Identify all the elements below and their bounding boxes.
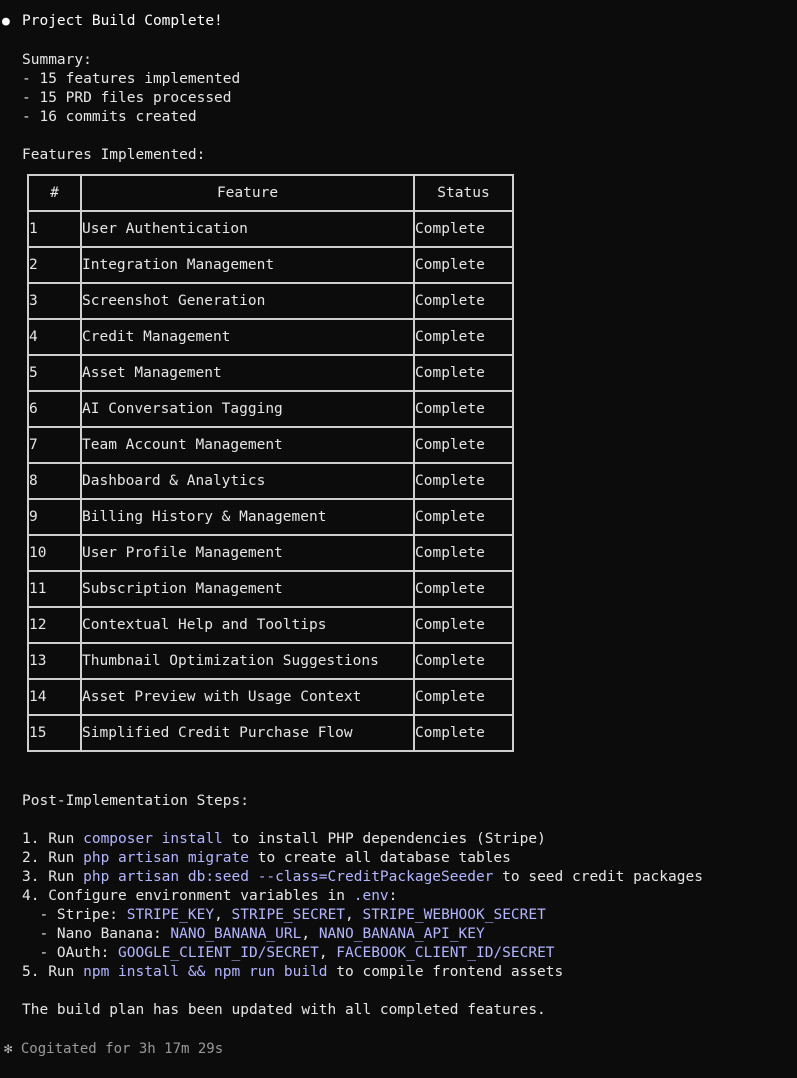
row-feature: Team Account Management bbox=[81, 427, 414, 463]
step-text: 4. Configure environment variables in bbox=[22, 888, 354, 904]
column-header-number: # bbox=[28, 175, 81, 211]
step-item bbox=[22, 963, 563, 982]
step-text: to create all database tables bbox=[248, 850, 511, 866]
step-text: : bbox=[388, 888, 398, 904]
table-row bbox=[28, 427, 513, 463]
row-status: Complete bbox=[414, 355, 513, 391]
table-row bbox=[28, 463, 513, 499]
table-row bbox=[28, 355, 513, 391]
status-bullet-icon: ● bbox=[2, 14, 10, 29]
row-status: Complete bbox=[414, 247, 513, 283]
separator: , bbox=[345, 907, 363, 923]
row-number: 10 bbox=[28, 535, 81, 571]
step-text: to install PHP dependencies (Stripe) bbox=[222, 831, 546, 847]
table-row bbox=[28, 535, 513, 571]
row-feature: Asset Preview with Usage Context bbox=[81, 679, 414, 715]
row-number: 15 bbox=[28, 715, 81, 751]
row-number: 11 bbox=[28, 571, 81, 607]
row-number: 14 bbox=[28, 679, 81, 715]
env-sub-item bbox=[22, 906, 546, 925]
step-item bbox=[22, 830, 546, 849]
row-number: 1 bbox=[28, 211, 81, 247]
row-status: Complete bbox=[414, 715, 513, 751]
row-feature: Dashboard & Analytics bbox=[81, 463, 414, 499]
summary-item: - 16 commits created bbox=[22, 109, 197, 125]
row-number: 8 bbox=[28, 463, 81, 499]
table-row bbox=[28, 499, 513, 535]
row-feature: User Profile Management bbox=[81, 535, 414, 571]
row-status: Complete bbox=[414, 427, 513, 463]
row-status: Complete bbox=[414, 571, 513, 607]
env-file-code: .env bbox=[353, 888, 389, 904]
table-header-row bbox=[28, 175, 513, 211]
env-var-code: STRIPE_SECRET bbox=[231, 907, 346, 923]
table-row bbox=[28, 571, 513, 607]
env-var-code: STRIPE_KEY bbox=[126, 907, 215, 923]
row-status: Complete bbox=[414, 499, 513, 535]
row-feature: Subscription Management bbox=[81, 571, 414, 607]
row-status: Complete bbox=[414, 319, 513, 355]
row-feature: AI Conversation Tagging bbox=[81, 391, 414, 427]
step-text: - Stripe: bbox=[22, 907, 127, 923]
build-complete-title: Project Build Complete! bbox=[22, 13, 223, 29]
status-line bbox=[4, 1040, 223, 1059]
final-message: The build plan has been updated with all completed features. bbox=[22, 1002, 546, 1018]
step-item bbox=[22, 849, 511, 868]
separator: , bbox=[214, 907, 232, 923]
table-row bbox=[28, 319, 513, 355]
table-row bbox=[28, 715, 513, 751]
spinner-icon: ✻ bbox=[4, 1041, 13, 1057]
env-var-code: GOOGLE_CLIENT_ID/SECRET bbox=[118, 945, 319, 961]
table-row bbox=[28, 283, 513, 319]
row-status: Complete bbox=[414, 283, 513, 319]
table-row bbox=[28, 391, 513, 427]
table-row bbox=[28, 607, 513, 643]
command-code: php artisan db:seed --class=CreditPackageSeeder bbox=[83, 869, 494, 885]
env-var-code: STRIPE_WEBHOOK_SECRET bbox=[362, 907, 546, 923]
row-feature: Contextual Help and Tooltips bbox=[81, 607, 414, 643]
separator: , bbox=[318, 945, 337, 961]
step-text: - OAuth: bbox=[22, 945, 119, 961]
row-number: 5 bbox=[28, 355, 81, 391]
row-status: Complete bbox=[414, 463, 513, 499]
step-text: to seed credit packages bbox=[493, 869, 703, 885]
row-status: Complete bbox=[414, 679, 513, 715]
separator: , bbox=[301, 926, 319, 942]
step-item bbox=[22, 868, 703, 887]
env-var-code: FACEBOOK_CLIENT_ID/SECRET bbox=[336, 945, 555, 961]
row-feature: Integration Management bbox=[81, 247, 414, 283]
env-var-code: NANO_BANANA_API_KEY bbox=[318, 926, 485, 942]
table-row bbox=[28, 643, 513, 679]
row-status: Complete bbox=[414, 643, 513, 679]
row-number: 13 bbox=[28, 643, 81, 679]
env-sub-item bbox=[22, 944, 555, 963]
row-number: 9 bbox=[28, 499, 81, 535]
summary-title: Summary: bbox=[22, 52, 92, 68]
command-code: npm install && npm run build bbox=[83, 964, 328, 980]
row-number: 6 bbox=[28, 391, 81, 427]
row-feature: Screenshot Generation bbox=[81, 283, 414, 319]
summary-item: - 15 PRD files processed bbox=[22, 90, 232, 106]
step-text: 3. Run bbox=[22, 869, 84, 885]
row-feature: Thumbnail Optimization Suggestions bbox=[81, 643, 414, 679]
row-status: Complete bbox=[414, 535, 513, 571]
row-number: 12 bbox=[28, 607, 81, 643]
row-number: 2 bbox=[28, 247, 81, 283]
row-status: Complete bbox=[414, 391, 513, 427]
row-status: Complete bbox=[414, 211, 513, 247]
step-item bbox=[22, 887, 397, 906]
summary-item: - 15 features implemented bbox=[22, 71, 241, 87]
row-feature: Simplified Credit Purchase Flow bbox=[81, 715, 414, 751]
post-implementation-title: Post-Implementation Steps: bbox=[22, 793, 249, 809]
env-sub-item bbox=[22, 925, 485, 944]
row-feature: Credit Management bbox=[81, 319, 414, 355]
status-text: Cogitated for 3h 17m 29s bbox=[12, 1041, 224, 1057]
row-feature: Asset Management bbox=[81, 355, 414, 391]
column-header-status: Status bbox=[414, 175, 513, 211]
table-row bbox=[28, 211, 513, 247]
row-number: 3 bbox=[28, 283, 81, 319]
features-table bbox=[27, 174, 514, 752]
env-var-code: NANO_BANANA_URL bbox=[170, 926, 302, 942]
table-row bbox=[28, 679, 513, 715]
row-status: Complete bbox=[414, 607, 513, 643]
row-feature: User Authentication bbox=[81, 211, 414, 247]
column-header-feature: Feature bbox=[81, 175, 414, 211]
row-number: 4 bbox=[28, 319, 81, 355]
command-code: composer install bbox=[83, 831, 223, 847]
row-feature: Billing History & Management bbox=[81, 499, 414, 535]
command-code: php artisan migrate bbox=[83, 850, 249, 866]
step-text: 2. Run bbox=[22, 850, 84, 866]
step-text: to compile frontend assets bbox=[327, 964, 564, 980]
row-number: 7 bbox=[28, 427, 81, 463]
step-text: 1. Run bbox=[22, 831, 84, 847]
features-title: Features Implemented: bbox=[22, 147, 206, 163]
step-text: - Nano Banana: bbox=[22, 926, 171, 942]
step-text: 5. Run bbox=[22, 964, 84, 980]
table-row bbox=[28, 247, 513, 283]
